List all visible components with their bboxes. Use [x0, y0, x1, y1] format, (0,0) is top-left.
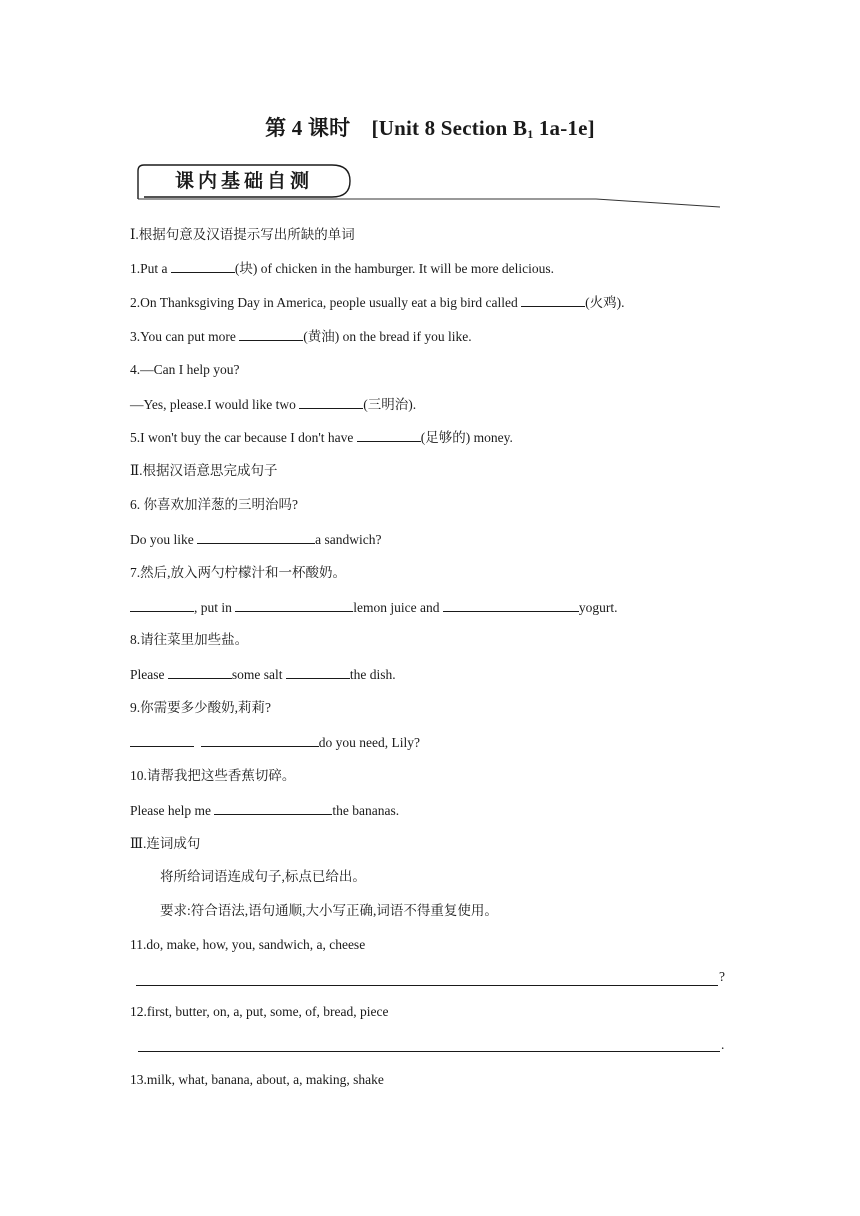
question-6-chinese: 6. 你喜欢加洋葱的三明治吗?	[130, 497, 298, 512]
question-11-words: 11.do, make, how, you, sandwich, a, cheese	[130, 937, 366, 952]
answer-blank[interactable]	[239, 327, 303, 341]
answer-blank[interactable]	[168, 665, 232, 679]
question-6: Do you like a sandwich?	[130, 532, 382, 547]
end-punctuation: ?	[719, 969, 725, 984]
answer-blank[interactable]	[357, 428, 421, 442]
question-5: 5.I won't buy the car because I don't have (足够的) money.	[130, 430, 513, 445]
question-13-words: 13.milk, what, banana, about, a, making, shake	[130, 1072, 384, 1087]
answer-blank[interactable]	[130, 598, 194, 612]
section-banner	[136, 163, 720, 209]
question-7-chinese: 7.然后,放入两勺柠檬汁和一杯酸奶。	[130, 565, 346, 580]
answer-blank[interactable]	[214, 801, 332, 815]
question-4-prompt: 4.—Can I help you?	[130, 362, 240, 377]
lesson-title: 第 4 课时 [Unit 8 Section $B_1$ 1a-1e]	[265, 116, 595, 141]
question-10: Please help me the bananas.	[130, 803, 400, 818]
answer-line[interactable]	[138, 1051, 720, 1052]
answer-line[interactable]	[136, 985, 718, 986]
question-12-words: 12.first, butter, on, a, put, some, of, bread, piece	[130, 1004, 389, 1019]
question-8-chinese: 8.请往菜里加些盐。	[130, 632, 249, 647]
question-1: 1.Put a (块) of chicken in the hamburger. It will be more delicious.	[130, 261, 555, 276]
answer-blank[interactable]	[197, 530, 315, 544]
section-3-requirement: 要求:符合语法,语句通顺,大小写正确,词语不得重复使用。	[160, 903, 498, 918]
section-3-heading: Ⅲ.连词成句	[130, 836, 201, 851]
question-2: 2.On Thanksgiving Day in America, people usually eat a big bird called (火鸡).	[130, 295, 625, 310]
end-punctuation: .	[721, 1037, 725, 1052]
question-8: Please some salt the dish.	[130, 667, 396, 682]
answer-blank[interactable]	[201, 733, 319, 747]
answer-blank[interactable]	[286, 665, 350, 679]
question-3: 3.You can put more (黄油) on the bread if you like.	[130, 329, 472, 344]
answer-blank[interactable]	[443, 598, 579, 612]
banner-label: 课内基础自测	[174, 170, 313, 192]
answer-blank[interactable]	[521, 293, 585, 307]
section-1-heading: Ⅰ.根据句意及汉语提示写出所缺的单词	[130, 227, 355, 242]
question-10-chinese: 10.请帮我把这些香蕉切碎。	[130, 768, 296, 783]
answer-blank[interactable]	[130, 733, 194, 747]
question-4: —Yes, please.I would like two (三明治).	[130, 397, 417, 412]
question-7: , put in lemon juice and yogurt.	[130, 598, 618, 617]
question-9: do you need, Lily?	[130, 733, 420, 752]
section-2-heading: Ⅱ.根据汉语意思完成句子	[130, 463, 278, 478]
section-3-instruction: 将所给词语连成句子,标点已给出。	[160, 869, 366, 884]
question-9-chinese: 9.你需要多少酸奶,莉莉?	[130, 700, 271, 715]
answer-blank[interactable]	[299, 395, 363, 409]
answer-blank[interactable]	[171, 259, 235, 273]
answer-blank[interactable]	[235, 598, 353, 612]
